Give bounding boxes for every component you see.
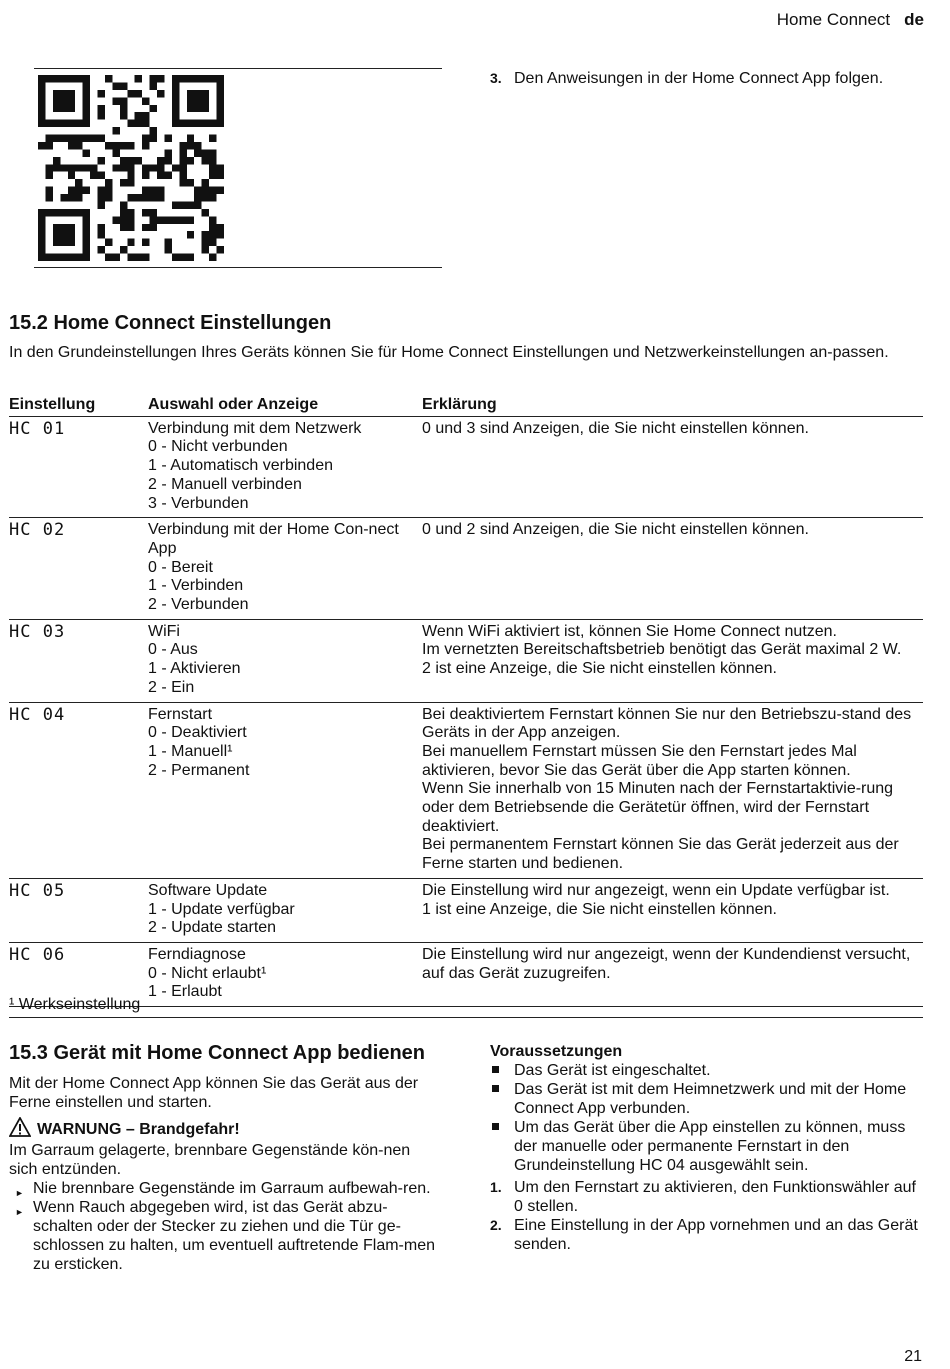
section-title-15-3: 15.3 Gerät mit Home Connect App bedienen (9, 1042, 426, 1064)
section-intro: In den Grundeinstellungen Ihres Geräts können Sie für Home Connect Einstellungen und Netzwerkeinstellungen an-passen. (9, 344, 889, 361)
option-item: 1 - Automatisch verbinden (148, 457, 333, 475)
step-text: Eine Einstellung in der App vornehmen und an das Gerät senden. (514, 1217, 918, 1253)
option-item: 1 - Verbinden (148, 577, 244, 595)
selection-cell (148, 518, 422, 620)
prerequisites-list (490, 1061, 926, 1175)
header-title: Home Connect (776, 10, 891, 29)
triangle-bullet-icon: ► (15, 1207, 24, 1217)
prerequisites-title: Voraussetzungen (490, 1043, 623, 1060)
explanation-cell (422, 619, 923, 702)
step-3 (490, 70, 883, 88)
column-header: Erklärung (422, 395, 923, 416)
selection-cell (148, 942, 422, 1006)
explanation-text: 2 ist eine Anzeige, die Sie nicht einstellen können. (422, 660, 777, 678)
setting-code: HC 06 (9, 942, 148, 1006)
option-item: 0 - Nicht erlaubt¹ (148, 964, 267, 982)
setting-code: HC 04 (9, 702, 148, 878)
explanation-text: Im vernetzten Bereitschaftsbetrieb benötigt das Gerät maximal 2 W. (422, 641, 902, 659)
selection-cell (148, 416, 422, 518)
list-item (9, 1198, 441, 1274)
table-row (9, 416, 923, 518)
square-bullet-icon (492, 1066, 499, 1073)
divider (9, 1017, 923, 1018)
table-row (9, 702, 923, 878)
explanation-cell (422, 416, 923, 518)
step-number: 1. (490, 1179, 502, 1195)
list-item (490, 1118, 926, 1175)
explanation-text: 1 ist eine Anzeige, die Sie nicht einstellen können. (422, 900, 777, 918)
setting-label: Verbindung mit der Home Con-nect App (148, 521, 399, 557)
warning-icon (9, 1117, 31, 1137)
triangle-bullet-icon: ► (15, 1188, 24, 1198)
settings-table (9, 395, 923, 1007)
setting-label: Verbindung mit dem Netzwerk (148, 419, 362, 437)
table-row (9, 878, 923, 942)
step-item (490, 1216, 926, 1254)
square-bullet-icon (492, 1085, 499, 1092)
list-item-text: Das Gerät ist eingeschaltet. (514, 1062, 711, 1079)
table-row (9, 942, 923, 1006)
setting-code: HC 01 (9, 416, 148, 518)
page-header (777, 10, 924, 30)
selection-cell (148, 702, 422, 878)
explanation-text: Die Einstellung wird nur angezeigt, wenn ein Update verfügbar ist. (422, 881, 890, 899)
setting-code: HC 03 (9, 619, 148, 702)
divider (34, 68, 442, 69)
explanation-text: Bei permanentem Fernstart können Sie das Gerät jederzeit aus der Ferne starten und bedienen. (422, 836, 899, 873)
step-number: 2. (490, 1217, 502, 1233)
page-number: 21 (904, 1348, 922, 1365)
explanation-text: Die Einstellung wird nur angezeigt, wenn der Kundendienst versucht, auf das Gerät zuzugreifen. (422, 945, 911, 982)
option-item: 2 - Verbunden (148, 596, 249, 614)
option-item: 0 - Nicht verbunden (148, 438, 288, 456)
explanation-text: Bei deaktiviertem Fernstart können Sie nur den Betriebszu-stand des Geräts in der App anzeigen. (422, 705, 912, 742)
warning-list (9, 1179, 441, 1274)
setting-label: Fernstart (148, 705, 213, 723)
explanation-cell (422, 518, 923, 620)
list-item (9, 1179, 441, 1198)
setting-code: HC 05 (9, 878, 148, 942)
explanation-cell (422, 942, 923, 1006)
step-text: Den Anweisungen in der Home Connect App folgen. (514, 70, 884, 87)
list-item-text: Nie brennbare Gegenstände im Garraum aufbewah-ren. (33, 1180, 431, 1197)
step-item (490, 1178, 926, 1216)
option-item: 1 - Update verfügbar (148, 900, 295, 918)
explanation-text: 0 und 3 sind Anzeigen, die Sie nicht einstellen können. (422, 419, 809, 437)
table-header-row (9, 395, 923, 416)
setting-label: Software Update (148, 881, 268, 899)
list-item-text: Wenn Rauch abgegeben wird, ist das Gerät abzu-schalten oder der Stecker zu ziehen und die Tür ge-schlossen zu halten, um eventuell auftretende Flam-men zu ersticken. (33, 1199, 435, 1273)
option-item: 3 - Verbunden (148, 494, 249, 512)
column-header: Auswahl oder Anzeige (148, 395, 422, 416)
option-item: 0 - Deaktiviert (148, 724, 247, 742)
list-item (490, 1080, 926, 1118)
explanation-text: Wenn WiFi aktiviert ist, können Sie Home Connect nutzen. (422, 622, 837, 640)
explanation-cell (422, 878, 923, 942)
table-row (9, 518, 923, 620)
square-bullet-icon (492, 1123, 499, 1130)
setting-label: WiFi (148, 622, 180, 640)
steps-list (490, 1178, 926, 1254)
divider (34, 267, 442, 268)
option-item: 1 - Manuell¹ (148, 742, 233, 760)
explanation-text: Wenn Sie innerhalb von 15 Minuten nach der Fernstartaktivie-rung oder dem Betriebsende die Gerätetür öffnen, wird der Fernstart deaktiviert. (422, 780, 894, 835)
option-item: 2 - Manuell verbinden (148, 475, 302, 493)
option-item: 0 - Aus (148, 641, 198, 659)
section-title-15-2: 15.2 Home Connect Einstellungen (9, 312, 332, 334)
warning-title: WARNUNG – Brandgefahr! (37, 1121, 240, 1138)
selection-cell (148, 619, 422, 702)
footnote: ¹ Werkseinstellung (9, 996, 141, 1013)
table-row (9, 619, 923, 702)
list-item-text: Das Gerät ist mit dem Heimnetzwerk und mit der Home Connect App verbunden. (514, 1081, 907, 1117)
list-item-text: Um das Gerät über die App einstellen zu können, muss der manuelle oder permanente Fernstart in den Grundeinstellung HC 04 ausgewählt sein. (514, 1119, 906, 1174)
setting-code: HC 02 (9, 518, 148, 620)
explanation-cell (422, 702, 923, 878)
option-item: 0 - Bereit (148, 558, 213, 576)
warning-text: Im Garraum gelagerte, brennbare Gegenstände kön-nen sich entzünden. (9, 1142, 411, 1178)
explanation-text: Bei manuellem Fernstart müssen Sie den Fernstart jedes Mal aktivieren, bevor Sie das Gerät über die App starten können. (422, 742, 857, 779)
header-lang: de (904, 10, 924, 29)
list-item (490, 1061, 926, 1080)
warning-heading (9, 1117, 240, 1139)
explanation-text: 0 und 2 sind Anzeigen, die Sie nicht einstellen können. (422, 521, 809, 539)
option-item: 2 - Ein (148, 678, 195, 696)
step-text: Um den Fernstart zu aktivieren, den Funktionswähler auf 0 stellen. (514, 1179, 916, 1215)
qr-code-icon (38, 75, 224, 261)
option-item: 1 - Aktivieren (148, 660, 241, 678)
column-header: Einstellung (9, 395, 148, 416)
section-intro: Mit der Home Connect App können Sie das Gerät aus der Ferne einstellen und starten. (9, 1075, 419, 1111)
step-number: 3. (490, 70, 502, 86)
option-item: 2 - Update starten (148, 919, 277, 937)
selection-cell (148, 878, 422, 942)
setting-label: Ferndiagnose (148, 945, 246, 963)
option-item: 2 - Permanent (148, 761, 250, 779)
option-item: 1 - Erlaubt (148, 983, 222, 1001)
